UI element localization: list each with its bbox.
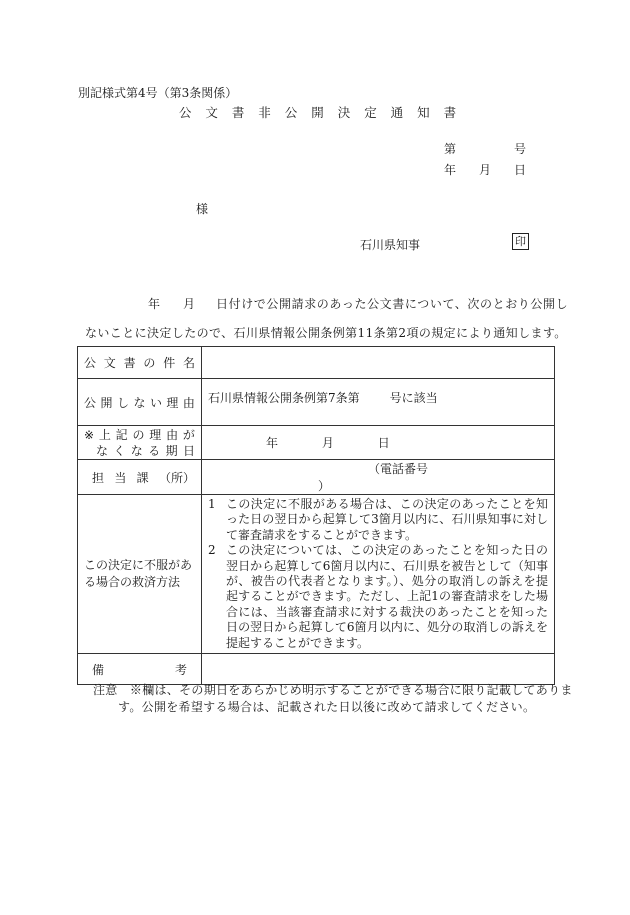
remedy-item-text: この決定については、この決定のあったことを知った日の翌日から起算して6箇月以内に、石川県を被告として（知事が、被告の代表者となります。）、処分の取消しの訴えを提起することができます。ただし、上記1の審査請求をした場合には、当該審査請求に対する裁決のあったことを知った日の翌日から起算して6箇月以内に、処分の取消しの訴えを提起することができます。 bbox=[226, 543, 548, 650]
remedy-item-1 bbox=[208, 497, 548, 543]
document-number bbox=[444, 140, 526, 157]
label-char: し bbox=[116, 395, 129, 410]
remarks-value[interactable] bbox=[202, 654, 555, 685]
period-label bbox=[78, 426, 202, 460]
remedy-label bbox=[78, 495, 202, 654]
footer-note-line-1: 注意 ※欄は、その期日をあらかじめ明示することができる場合に限り記載してありま bbox=[93, 683, 573, 697]
label-char: い bbox=[149, 395, 162, 410]
department-value[interactable] bbox=[202, 460, 555, 495]
department-label-char-1: 担 bbox=[92, 470, 105, 485]
issue-date bbox=[444, 161, 526, 178]
label-char: 公 bbox=[84, 356, 97, 370]
request-month-label: 月 bbox=[183, 297, 196, 311]
document-name-label-text bbox=[84, 354, 195, 371]
issue-day-label: 日 bbox=[513, 163, 526, 177]
document-name-value[interactable] bbox=[202, 347, 555, 379]
remarks-label bbox=[78, 654, 202, 685]
document-title: 公 文 書 非 公 開 決 定 通 知 書 bbox=[178, 105, 462, 120]
label-char: 公 bbox=[84, 395, 97, 410]
department-label bbox=[78, 460, 202, 495]
reason-label-text bbox=[84, 394, 195, 411]
label-char: の bbox=[143, 356, 156, 370]
reason-value[interactable] bbox=[202, 379, 555, 426]
table-row-remarks bbox=[78, 654, 555, 685]
label-char: な bbox=[96, 443, 109, 458]
label-char: な bbox=[130, 443, 143, 458]
label-char: 書 bbox=[123, 356, 136, 370]
remedy-item-2 bbox=[208, 543, 548, 651]
sender-name: 石川県知事 bbox=[360, 238, 421, 252]
table-row-document-name bbox=[78, 347, 555, 379]
table-row-reason bbox=[78, 379, 555, 426]
label-char: が bbox=[182, 427, 195, 442]
remedy-text bbox=[202, 495, 555, 654]
label-char: 文 bbox=[103, 356, 116, 370]
label-char: 理 bbox=[149, 427, 162, 442]
body-line-1-text: 日付けで公開請求のあった公文書について、次のとおり公開し bbox=[216, 297, 569, 311]
body-line-2: ないことに決定したので、石川県情報公開条例第11条第2項の規定により通知します。 bbox=[85, 326, 567, 340]
table-row-period bbox=[78, 426, 555, 460]
period-month-label: 月 bbox=[321, 436, 334, 450]
label-char: る bbox=[148, 443, 161, 458]
number-suffix: 号 bbox=[513, 142, 526, 156]
period-year-label: 年 bbox=[266, 436, 279, 450]
reason-value-prefix: 石川県情報公開条例第7条第 bbox=[208, 391, 360, 405]
label-char: 件 bbox=[163, 356, 176, 370]
label-char: ※ bbox=[84, 427, 95, 442]
remedy-item-number: 1 bbox=[208, 497, 216, 511]
issue-month-label: 月 bbox=[478, 163, 491, 177]
phone-close: ） bbox=[318, 479, 331, 493]
addressee-suffix: 様 bbox=[196, 202, 209, 216]
remedy-item-number: 2 bbox=[208, 543, 216, 558]
label-char: 上 bbox=[98, 427, 111, 442]
issue-year-label: 年 bbox=[444, 163, 457, 177]
number-prefix: 第 bbox=[444, 142, 457, 156]
seal-mark: 印 bbox=[512, 233, 529, 250]
label-char: の bbox=[132, 427, 145, 442]
remedy-item-text: この決定に不服がある場合は、この決定のあったことを知った日の翌日から起算して3箇月以内に、石川県知事に対して審査請求をすることができます。 bbox=[226, 497, 548, 542]
label-char: 由 bbox=[166, 427, 179, 442]
label-char: 名 bbox=[182, 356, 195, 370]
department-label-char-3: 課 bbox=[136, 470, 149, 485]
label-char: く bbox=[113, 443, 126, 458]
request-year-label: 年 bbox=[148, 297, 161, 311]
remarks-label-text bbox=[84, 661, 195, 678]
period-label-line-1 bbox=[84, 427, 195, 443]
department-label-char-2: 当 bbox=[114, 470, 127, 485]
form-identifier: 別記様式第4号（第3条関係） bbox=[78, 86, 238, 100]
remedy-label-line-1: この決定に不服があ bbox=[84, 558, 193, 573]
document-name-label bbox=[78, 347, 202, 379]
footer-note-line-2: す。公開を希望する場合は、記載された日以後に改めて請求してください。 bbox=[118, 700, 536, 714]
label-char: 日 bbox=[182, 443, 195, 458]
decision-table bbox=[77, 346, 555, 685]
period-value[interactable] bbox=[202, 426, 555, 460]
remarks-label-char-1: 備 bbox=[92, 662, 105, 677]
label-char: 開 bbox=[100, 395, 113, 410]
table-row-department bbox=[78, 460, 555, 495]
remarks-label-char-2: 考 bbox=[174, 662, 187, 677]
period-day-label: 日 bbox=[377, 436, 390, 450]
label-char: 由 bbox=[182, 395, 195, 410]
reason-label bbox=[78, 379, 202, 426]
label-char: 期 bbox=[165, 443, 178, 458]
label-char: 理 bbox=[166, 395, 179, 410]
label-char: な bbox=[133, 395, 146, 410]
period-label-line-2 bbox=[84, 443, 195, 459]
phone-label: （電話番号 bbox=[368, 462, 429, 476]
remedy-label-line-2: る場合の救済方法 bbox=[84, 575, 181, 590]
label-char: 記 bbox=[115, 427, 128, 442]
reason-value-suffix: 号に該当 bbox=[389, 391, 438, 405]
department-label-char-4: （所） bbox=[158, 470, 195, 485]
table-row-remedy bbox=[78, 495, 555, 654]
department-label-text bbox=[84, 469, 195, 486]
